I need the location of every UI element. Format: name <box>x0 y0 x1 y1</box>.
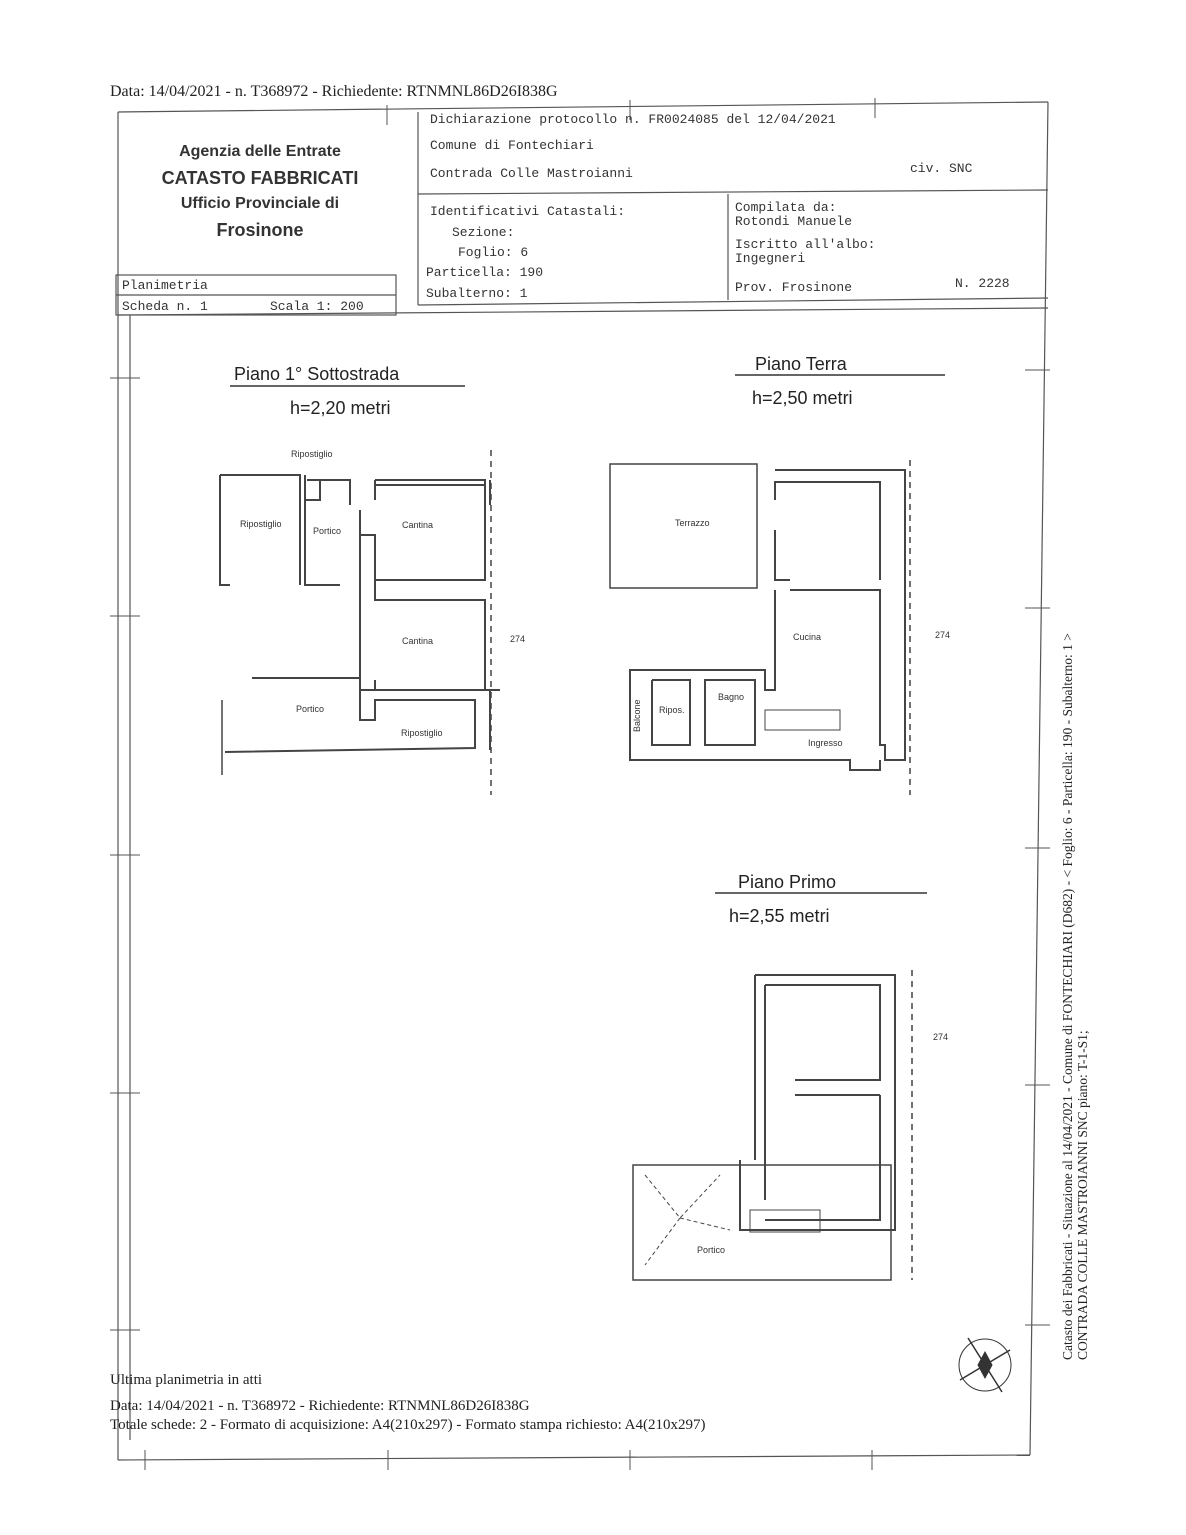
room-label: Portico <box>296 704 325 714</box>
address-line: Contrada Colle Mastroianni <box>430 166 633 181</box>
room-label: Ingresso <box>808 738 843 748</box>
plan-sottostrada-drawing <box>220 450 500 795</box>
plan-terra-drawing <box>610 460 910 795</box>
plan-primo-height: h=2,55 metri <box>729 906 830 926</box>
footer-data-line: Data: 14/04/2021 - n. T368972 - Richiedente: RTNMNL86D26I838G <box>110 1398 530 1414</box>
agency-city: Frosinone <box>216 220 304 240</box>
room-label: Cantina <box>402 636 434 646</box>
compiled-name: Rotondi Manuele <box>735 214 853 229</box>
comune-line: Comune di Fontechiari <box>430 138 594 153</box>
room-label: Ripostiglio <box>401 728 443 738</box>
elevation-label: 274 <box>935 630 951 640</box>
plan-primo-title: Piano Primo <box>738 872 837 892</box>
side-cadastral-text <box>1060 633 1090 1360</box>
plan-terra-title: Piano Terra <box>755 354 847 374</box>
compass-rose <box>959 1338 1011 1392</box>
room-label: Ripostiglio <box>291 449 333 459</box>
header-request-line: Data: 14/04/2021 - n. T368972 - Richiedente: RTNMNL86D26I838G <box>110 83 558 100</box>
albo-label: Iscritto all'albo: <box>735 237 876 252</box>
agency-office: Ufficio Provinciale di <box>180 195 340 212</box>
room-label: Bagno <box>718 692 745 702</box>
albo-value: Ingegneri <box>735 251 806 266</box>
room-label: Cucina <box>793 632 822 642</box>
identifiers-label: Identificativi Catastali: <box>430 204 626 219</box>
particella-value: Particella: 190 <box>426 265 544 280</box>
elevation-label: 274 <box>933 1032 949 1042</box>
room-label: Portico <box>697 1245 726 1255</box>
room-label: Cantina <box>402 520 434 530</box>
agency-name: Agenzia delle Entrate <box>179 143 341 160</box>
elevation-label: 274 <box>510 634 526 644</box>
plan-sottostrada-title: Piano 1° Sottostrada <box>234 364 400 384</box>
agency-dept: CATASTO FABBRICATI <box>161 168 359 188</box>
sheet-scale: Scala 1: 200 <box>270 299 364 314</box>
sheet-type: Planimetria <box>122 278 208 293</box>
sheet-number: Scheda n. 1 <box>122 299 208 314</box>
plan-primo-drawing <box>633 970 912 1280</box>
protocol-line: Dichiarazione protocollo n. FR0024085 del 12/04/2021 <box>430 112 836 127</box>
room-label: Portico <box>313 526 342 536</box>
room-label: Balcone <box>632 699 642 732</box>
room-label: Terrazzo <box>675 518 710 528</box>
footer-last-plan: Ultima planimetria in atti <box>110 1372 263 1388</box>
foglio-value: Foglio: 6 <box>458 245 529 260</box>
plan-sottostrada-height: h=2,20 metri <box>290 398 391 418</box>
footer-totale-line: Totale schede: 2 - Formato di acquisizione: A4(210x297) - Formato stampa richiesto: A4(210x297) <box>110 1417 706 1433</box>
registration-number: N. 2228 <box>955 276 1010 291</box>
side-text-line1: Catasto dei Fabbricati - Situazione al 14/04/2021 - Comune di FONTECHIARI (D682) - < Foglio: 6 - Particella: 190 - Subalterno: 1 > <box>1060 633 1075 1360</box>
room-label: Ripostiglio <box>240 519 282 529</box>
side-text-line2: CONTRADA COLLE MASTROIANNI SNC piano: T-1-S1; <box>1075 1030 1090 1360</box>
sezione-label: Sezione: <box>452 225 515 240</box>
civ-line: civ. SNC <box>910 161 973 176</box>
plan-terra-height: h=2,50 metri <box>752 388 853 408</box>
compiled-label: Compilata da: <box>735 200 837 215</box>
province: Prov. Frosinone <box>735 280 853 295</box>
subalterno-value: Subalterno: 1 <box>426 286 528 301</box>
room-label: Ripos. <box>659 705 685 715</box>
